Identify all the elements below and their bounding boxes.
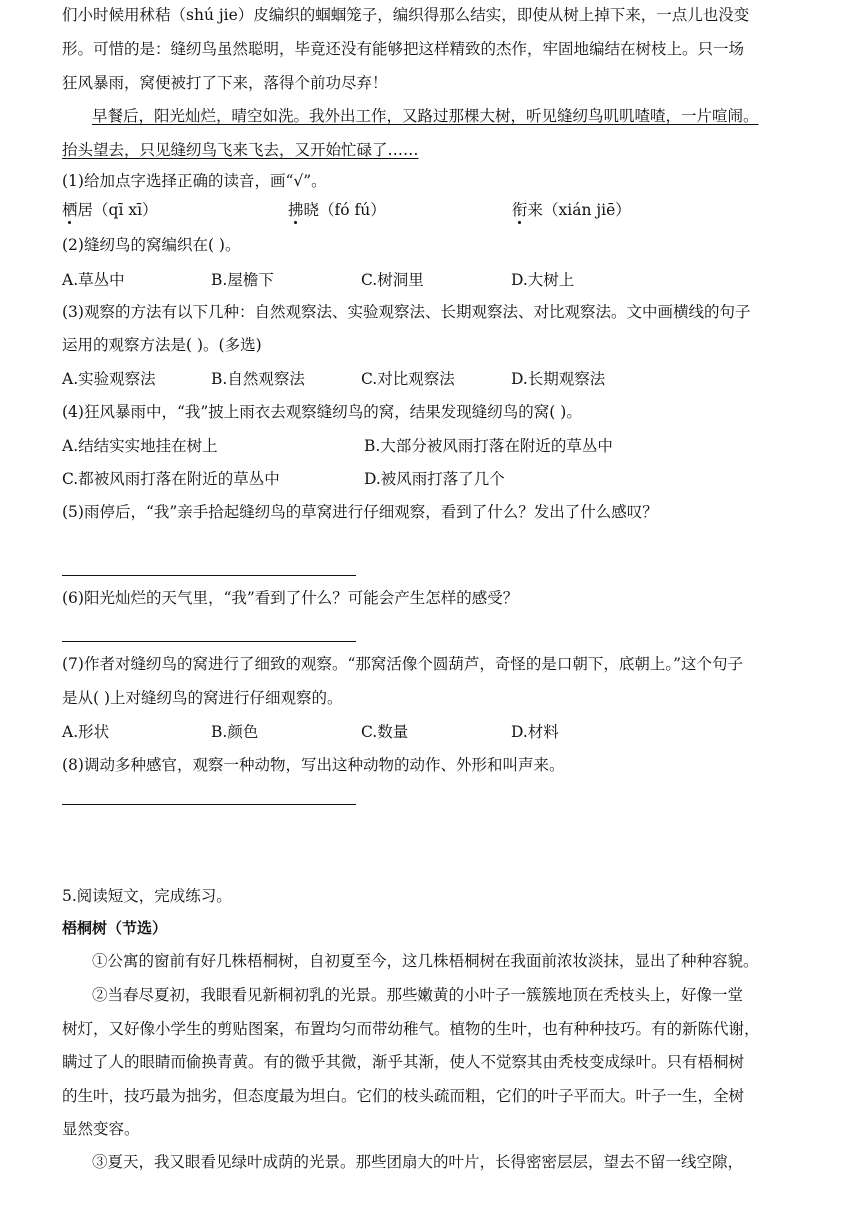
option-d[interactable]: D.长期观察法 xyxy=(511,370,606,388)
option-b[interactable]: B.自然观察法 xyxy=(211,370,305,388)
q1-item-2[interactable] xyxy=(288,200,386,220)
article-line: 树灯，又好像小学生的剪贴图案，布置均匀而带幼稚气。植物的生叶，也有种种技巧。有的新陈代谢， xyxy=(62,1020,760,1038)
option-c[interactable]: C.对比观察法 xyxy=(361,370,455,388)
dotted-char: 衔 xyxy=(512,201,528,219)
question-3-stem: (3)观察的方法有以下几种：自然观察法、实验观察法、长期观察法、对比观察法。文中画横线的句子 xyxy=(62,303,751,321)
question-7-stem: 是从( )上对缝纫鸟的窝进行仔细观察的。 xyxy=(62,689,343,707)
dotted-char: 拂 xyxy=(288,201,304,219)
article-line: 的生叶，技巧最为拙劣，但态度最为坦白。它们的枝头疏而粗，它们的叶子平而大。叶子一生，全树 xyxy=(62,1087,745,1105)
answer-line[interactable] xyxy=(62,575,356,576)
dotted-char: 栖 xyxy=(62,201,78,219)
option-d[interactable]: D.被风雨打落了几个 xyxy=(364,470,505,488)
passage-line xyxy=(92,106,759,126)
article-line: 显然变容。 xyxy=(62,1120,140,1138)
option-c[interactable]: C.数量 xyxy=(361,723,409,741)
underlined-sentence: 抬头望去，只见缝纫鸟飞来飞去，又开始忙碌了…… xyxy=(62,141,419,159)
answer-line[interactable] xyxy=(62,804,356,805)
option-a[interactable]: A.实验观察法 xyxy=(62,370,156,388)
question-4-stem: (4)狂风暴雨中，“我”披上雨衣去观察缝纫鸟的窝，结果发现缝纫鸟的窝( )。 xyxy=(62,403,582,421)
passage-line xyxy=(62,140,419,160)
option-d[interactable]: D.材料 xyxy=(511,723,559,741)
q1-item-text: 来（xián jiē） xyxy=(527,201,631,219)
option-a[interactable]: A.形状 xyxy=(62,723,110,741)
q1-item-text: 居（qī xī） xyxy=(77,201,158,219)
question-6-stem: (6)阳光灿烂的天气里，“我”看到了什么？可能会产生怎样的感受？ xyxy=(62,589,519,607)
passage-line: 们小时候用秫秸（shú jie）皮编织的蝈蝈笼子，编织得那么结实，即使从树上掉下来，一点儿也没变 xyxy=(62,6,750,24)
option-a[interactable]: A.结结实实地挂在树上 xyxy=(62,437,218,455)
article-paragraph: ③夏天，我又眼看见绿叶成荫的光景。那些团扇大的叶片，长得密密层层，望去不留一线空隙， xyxy=(92,1153,744,1171)
option-a[interactable]: A.草丛中 xyxy=(62,271,125,289)
passage-line: 狂风暴雨，窝便被打了下来，落得个前功尽弃！ xyxy=(62,74,388,92)
article-paragraph: ①公寓的窗前有好几株梧桐树，自初夏至今，这几株梧桐树在我面前浓妆淡抹，显出了种种容貌。 xyxy=(92,952,759,970)
section-heading: 5.阅读短文，完成练习。 xyxy=(62,887,232,905)
question-5-stem: (5)雨停后，“我”亲手拾起缝纫鸟的草窝进行仔细观察，看到了什么？发出了什么感叹？ xyxy=(62,503,658,521)
q1-item-3[interactable] xyxy=(512,200,631,220)
option-c[interactable]: C.都被风雨打落在附近的草丛中 xyxy=(62,470,280,488)
underlined-sentence: 早餐后，阳光灿烂，晴空如洗。我外出工作，又路过那棵大树，听见缝纫鸟叽叽喳喳，一片喧闹。 xyxy=(92,107,759,125)
question-1-stem: (1)给加点字选择正确的读音，画“√”。 xyxy=(62,172,327,190)
answer-line[interactable] xyxy=(62,641,356,642)
article-paragraph: ②当春尽夏初，我眼看见新桐初乳的光景。那些嫩黄的小叶子一簇簇地顶在秃枝头上，好像一堂 xyxy=(92,986,744,1004)
option-d[interactable]: D.大树上 xyxy=(511,271,575,289)
option-b[interactable]: B.大部分被风雨打落在附近的草丛中 xyxy=(364,437,613,455)
article-title: 梧桐树（节选） xyxy=(62,919,168,937)
option-b[interactable]: B.颜色 xyxy=(211,723,259,741)
option-b[interactable]: B.屋檐下 xyxy=(211,271,274,289)
question-3-stem: 运用的观察方法是( )。(多选) xyxy=(62,336,262,354)
question-8-stem: (8)调动多种感官，观察一种动物，写出这种动物的动作、外形和叫声来。 xyxy=(62,756,565,774)
question-7-stem: (7)作者对缝纫鸟的窝进行了细致的观察。“那窝活像个圆葫芦，奇怪的是口朝下，底朝上。”这个句子 xyxy=(62,655,744,673)
q1-item-text: 晓（fó fú） xyxy=(303,201,386,219)
question-2-stem: (2)缝纫鸟的窝编织在( )。 xyxy=(62,236,241,254)
article-line: 瞒过了人的眼睛而偷换青黄。有的微乎其微，渐乎其渐，使人不觉察其由秃枝变成绿叶。只有梧桐树 xyxy=(62,1053,745,1071)
option-c[interactable]: C.树洞里 xyxy=(361,271,424,289)
passage-line: 形。可惜的是：缝纫鸟虽然聪明，毕竟还没有能够把这样精致的杰作，牢固地编结在树枝上。只一场 xyxy=(62,40,745,58)
q1-item-1[interactable] xyxy=(62,200,158,220)
